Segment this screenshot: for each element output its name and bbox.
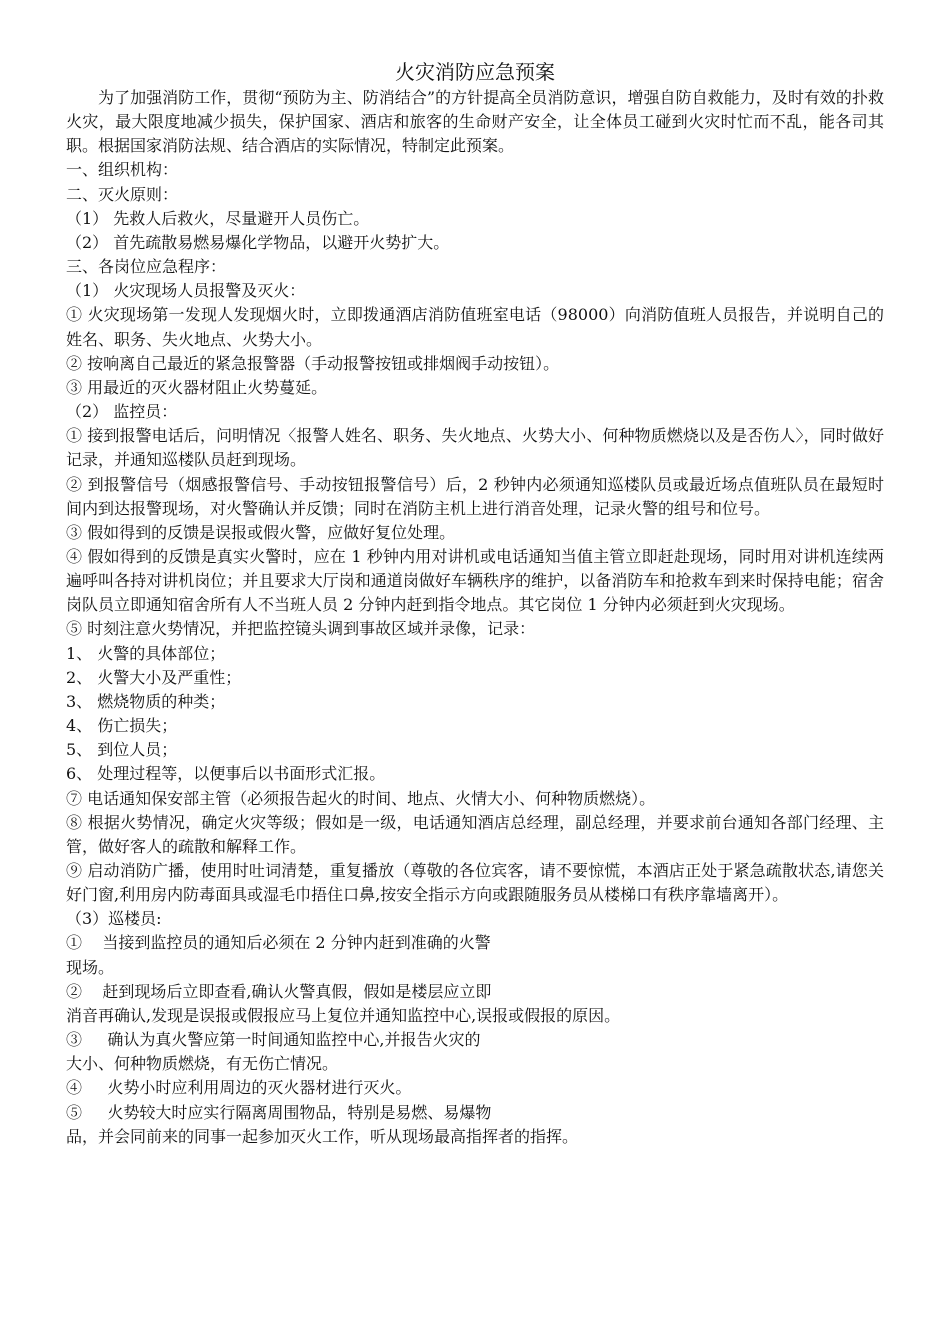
record-item-3: 3、 燃烧物质的种类； (66, 691, 226, 711)
patrol-item-2-line-1: ② 赶到现场后立即查看,确认火警真假，假如是楼层应立即 (66, 981, 492, 1001)
intro-paragraph: 为了加强消防工作，贯彻“预防为主、防消结合”的方针提高全员消防意识，增强自防自救能力，及时有效的扑救火灾，最大限度地减少损失，保护国家、酒店和旅客的生命财产安全，让全体员工碰到火灾时忙而不乱，能各司其职。根据国家消防法规、结合酒店的实际情况，特制定此预案。 (66, 88, 884, 156)
monitor-item-8: ⑧ 根据火势情况，确定火灾等级；假如是一级，电话通知酒店总经理，副总经理，并要求前台通知各部门经理、主管，做好客人的疏散和解释工作。 (66, 812, 884, 856)
document-body (66, 86, 884, 1149)
subsection-heading-scene: （1） 火灾现场人员报警及灭火： (66, 281, 306, 301)
section-heading-procedures: 三、各岗位应急程序： (66, 257, 227, 277)
monitor-item-2: ② 到报警信号（烟感报警信号、手动按钮报警信号）后，2 秒钟内必须通知巡楼队员或最近场点值班队员在最短时间内到达报警现场，对火警确认并反馈；同时在消防主机上进行消音处理，记录火警的组号和位号。 (66, 474, 884, 518)
record-item-4: 4、 伤亡损失； (66, 716, 178, 736)
record-item-6: 6、 处理过程等，以便事后以书面形式汇报。 (66, 764, 386, 784)
patrol-item-5-line-1: ⑤ 火势较大时应实行隔离周围物品，特别是易燃、易爆物 (66, 1102, 492, 1122)
monitor-item-5: ⑤ 时刻注意火势情况，并把监控镜头调到事故区域并录像，记录： (66, 619, 536, 639)
scene-item-1: ① 火灾现场第一发现人发现烟火时，立即拨通酒店消防值班室电话（98000）向消防值班人员报告，并说明自己的姓名、职务、失火地点、火势大小。 (66, 305, 884, 349)
patrol-item-1-line-2: 现场。 (66, 957, 115, 977)
monitor-item-9: ⑨ 启动消防广播，使用时吐词清楚，重复播放（尊敬的各位宾客，请不要惊慌，本酒店正处于紧急疏散状态,请您关好门窗,利用房内防毒面具或湿毛巾捂住口鼻,按安全指示方向或跟随服务员从楼梯口有秩序靠墙离开）。 (66, 861, 884, 905)
monitor-item-3: ③ 假如得到的反馈是误报或假火警，应做好复位处理。 (66, 522, 456, 542)
section-heading-organization: 一、组织机构： (66, 160, 179, 180)
scene-item-2: ② 按响离自己最近的紧急报警器（手动报警按钮或排烟阀手动按钮）。 (66, 353, 560, 373)
patrol-item-4: ④ 火势小时应利用周边的灭火器材进行灭火。 (66, 1078, 412, 1098)
section-heading-principles: 二、灭火原则： (66, 184, 179, 204)
patrol-item-2-line-2: 消音再确认,发现是误报或假报应马上复位并通知监控中心,误报或假报的原因。 (66, 1005, 621, 1025)
monitor-item-7: ⑦ 电话通知保安部主管（必须报告起火的时间、地点、火情大小、何种物质燃烧）。 (66, 788, 656, 808)
record-item-2: 2、 火警大小及严重性； (66, 667, 242, 687)
principle-item-1: （1） 先救人后救火，尽量避开人员伤亡。 (66, 208, 370, 228)
record-item-5: 5、 到位人员； (66, 740, 178, 760)
patrol-item-5-line-2: 品，并会同前来的同事一起参加灭火工作，听从现场最高指挥者的指挥。 (66, 1126, 579, 1146)
document-title: 火灾消防应急预案 (395, 60, 555, 84)
monitor-item-4: ④ 假如得到的反馈是真实火警时，应在 1 秒钟内用对讲机或电话通知当值主管立即赶赴现场，同时用对讲机连续两遍呼叫各持对讲机岗位；并且要求大厅岗和通道岗做好车辆秩序的维护，以备消防车和抢救车到来时保持电能；宿舍岗队员立即通知宿舍所有人不当班人员 2 分钟内赶到指令地点。其它岗位 1 分钟内必须赶到火灾现场。 (66, 546, 884, 615)
subsection-heading-patrol: （3）巡楼员: (66, 909, 162, 929)
record-item-1: 1、 火警的具体部位； (66, 643, 226, 663)
scene-item-3: ③ 用最近的灭火器材阻止火势蔓延。 (66, 377, 328, 397)
patrol-item-1-line-1: ① 当接到监控员的通知后必须在 2 分钟内赶到准确的火警 (66, 933, 491, 953)
monitor-item-1: ① 接到报警电话后，问明情况〈报警人姓名、职务、失火地点、火势大小、何种物质燃烧以及是否伤人〉，同时做好记录，并通知巡楼队员赶到现场。 (66, 426, 884, 470)
subsection-heading-monitor: （2） 监控员： (66, 402, 178, 422)
principle-item-2: （2） 首先疏散易燃易爆化学物品，以避开火势扩大。 (66, 232, 450, 252)
patrol-item-3-line-2: 大小、何种物质燃烧，有无伤亡情况。 (66, 1054, 339, 1074)
patrol-item-3-line-1: ③ 确认为真火警应第一时间通知监控中心,并报告火灾的 (66, 1030, 481, 1050)
